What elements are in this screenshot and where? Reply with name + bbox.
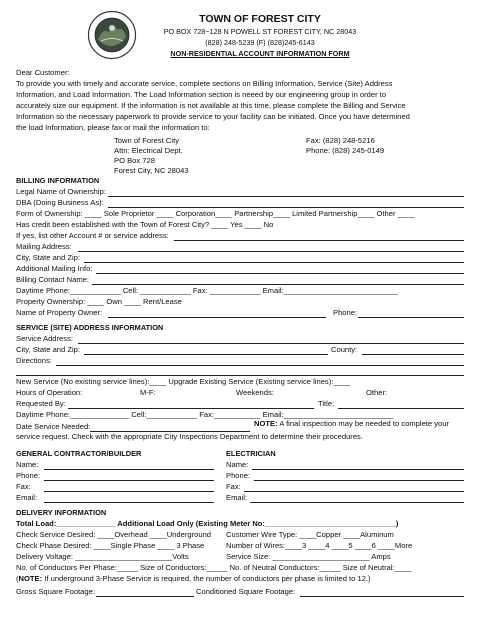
form-of-ownership[interactable]: Form of Ownership: ____ Sole Proprietor ____ Corporation____ Partnership____ Limited Partnership____ Other ____: [16, 209, 415, 218]
customer-wire[interactable]: Customer Wire Type: ____Copper ____Aluminum: [226, 530, 394, 539]
gross-sqft-field[interactable]: [96, 596, 194, 597]
note-paren: (: [16, 574, 19, 583]
mailing-line: PO Box 728: [114, 156, 155, 165]
electrician-fax-label: Fax:: [226, 482, 241, 491]
contractor-heading: GENERAL CONTRACTOR/BUILDER: [16, 449, 142, 458]
contractor-phone-field[interactable]: [44, 480, 214, 481]
additional-mailing-field[interactable]: [96, 273, 464, 274]
credit-question[interactable]: Has credit been established with the Town of Forest City? ____ Yes ____ No: [16, 220, 274, 229]
electrician-email-label: Email:: [226, 493, 248, 502]
county-field[interactable]: [362, 354, 464, 355]
mailing-address-label: Mailing Address:: [16, 242, 72, 251]
contractor-fax-label: Fax:: [16, 482, 31, 491]
legal-name-label: Legal Name of Ownership:: [16, 187, 106, 196]
contractor-name-field[interactable]: [44, 469, 214, 470]
contractor-name-label: Name:: [16, 460, 39, 469]
header-address: PO BOX 728~128 N POWELL ST FOREST CITY, NC 28043: [163, 27, 357, 36]
electrician-name-label: Name:: [226, 460, 249, 469]
check-service[interactable]: Check Service Desired: ____Overhead ____Underground: [16, 530, 212, 539]
property-ownership[interactable]: Property Ownership: ____ Own ____ Rent/Lease: [16, 297, 182, 306]
property-owner-field[interactable]: [108, 317, 326, 318]
new-service[interactable]: New Service (No existing service lines):____ Upgrade Existing Service (Existing service lines):____: [16, 377, 351, 386]
mailing-line: Town of Forest City: [114, 136, 179, 145]
mailing-line: Forest City, NC 28043: [114, 166, 189, 175]
weekends-label: Weekends:: [236, 388, 274, 397]
greeting: Dear Customer:: [16, 68, 70, 77]
conductors[interactable]: No. of Conductors Per Phase:_____ Size of Conductors:_____ No. of Neutral Conductors:_____ Size of Neutral:____: [16, 563, 412, 572]
requested-by-field[interactable]: [68, 408, 314, 409]
owner-phone-label: Phone:: [333, 308, 358, 317]
additional-mailing-label: Additional Mailing Info:: [16, 264, 93, 273]
property-owner-label: Name of Property Owner:: [16, 308, 103, 317]
title-label: Title:: [318, 399, 335, 408]
header-phone: (828) 248-5239 (F) (828)245-6143: [205, 38, 315, 47]
electrician-phone-label: Phone:: [226, 471, 251, 480]
delivery-note-label: NOTE:: [18, 574, 43, 583]
delivery-note: [16, 575, 371, 583]
electrician-email-field[interactable]: [250, 502, 464, 503]
date-needed-label: Date Service Needed:: [16, 422, 91, 431]
owner-phone-field[interactable]: [358, 317, 464, 318]
mailing-line: Attn: Electrical Dept.: [114, 146, 183, 155]
mailing-address-field[interactable]: [78, 251, 464, 252]
billing-contact-label: Billing Contact Name:: [16, 275, 90, 284]
city-state-zip-field[interactable]: [84, 262, 464, 263]
service-address-label: Service Address:: [16, 334, 73, 343]
electrician-name-field[interactable]: [252, 469, 464, 470]
gross-sqft-label: Gross Square Footage:: [16, 587, 95, 596]
mf-label: M-F:: [140, 388, 156, 397]
total-load[interactable]: Total Load:______________ Additional Load Only (Existing Meter No:_______________________________): [16, 519, 399, 528]
service-size[interactable]: Service Size: _______________________ Amps: [226, 552, 391, 561]
account-label: If yes, list other Account # or service address:: [16, 231, 169, 240]
county-label: County:: [331, 345, 358, 354]
dba-label: DBA (Doing Business As):: [16, 198, 104, 207]
other-label: Other:: [366, 388, 388, 397]
dba-field[interactable]: [108, 207, 464, 208]
requested-by-label: Requested By:: [16, 399, 66, 408]
service-daytime-phone[interactable]: Daytime Phone:______________ Cell:____________ Fax:___________ Email:__________________________: [16, 410, 394, 419]
contractor-fax-field[interactable]: [44, 491, 214, 492]
legal-name-field[interactable]: [108, 196, 464, 197]
intro-line: Information so the necessary paperwork to provide service to your facility can be initiated. Once you have determined: [16, 112, 410, 121]
note-text: A final inspection may be needed to complete your: [277, 419, 450, 428]
note-label: NOTE:: [254, 419, 278, 428]
service-note-line2: service request. Check with the appropriate City Inspections Department to determine their procedures.: [16, 432, 363, 441]
city-state-zip-label: City, State and Zip:: [16, 253, 81, 262]
delivery-voltage[interactable]: Delivery Voltage: _______________________Volts: [16, 552, 189, 561]
conditioned-sqft-label: Conditioned Square Footage:: [196, 587, 296, 596]
directions-field[interactable]: [56, 365, 464, 366]
form-title: NON-RESIDENTIAL ACCOUNT INFORMATION FORM: [170, 49, 350, 58]
service-heading: SERVICE (SITE) ADDRESS INFORMATION: [16, 323, 164, 332]
directions-label: Directions:: [16, 356, 52, 365]
conditioned-sqft-field[interactable]: [300, 596, 464, 597]
electrician-fax-field[interactable]: [244, 491, 464, 492]
electrician-heading: ELECTRICIAN: [226, 449, 276, 458]
intro-line: To provide you with timely and accurate service, complete sections on Billing Information, Service (Site) Address: [16, 79, 393, 88]
service-address-field[interactable]: [78, 343, 464, 344]
check-phase[interactable]: Check Phase Desired: ____Single Phase ____ 3 Phase: [16, 541, 205, 550]
billing-heading: BILLING INFORMATION: [16, 176, 100, 185]
electrician-phone-field[interactable]: [254, 480, 464, 481]
delivery-note-text: If underground 3-Phase Service is required, the number of conductors per phase is limited to 12.): [42, 574, 371, 583]
intro-line: the load Information, please fax or mail the information to:: [16, 123, 210, 132]
delivery-heading: DELIVERY INFORMATION: [16, 508, 107, 517]
mailing-fax: Fax: (828) 248-5216: [306, 136, 375, 145]
number-of-wires[interactable]: Number of Wires:____3 ____4 ____5 ____6 ____More: [226, 541, 413, 550]
service-city-label: City, State and Zip:: [16, 345, 81, 354]
contractor-phone-label: Phone:: [16, 471, 41, 480]
service-city-field[interactable]: [84, 354, 328, 355]
billing-daytime-phone[interactable]: Daytime Phone:____________ Cell: ____________ Fax: ____________ Email:___________________________: [16, 286, 398, 295]
intro-line: Information, and Load Information. The Load Information section is neeed by our engineering group in order to: [16, 90, 387, 99]
service-note: [254, 420, 449, 428]
contractor-email-label: Email:: [16, 493, 38, 502]
hours-label: Hours of Operation:: [16, 388, 83, 397]
title-field[interactable]: [338, 408, 464, 409]
page-title: TOWN OF FOREST CITY: [199, 13, 321, 25]
intro-line: accurately size our equipment. If the information is not available at this time, please complete the Billing and Service: [16, 101, 406, 110]
mailing-phone: Phone: (828) 245-0149: [306, 146, 385, 155]
account-field[interactable]: [174, 240, 464, 241]
contractor-email-field[interactable]: [44, 502, 214, 503]
billing-contact-field[interactable]: [92, 284, 464, 285]
directions-field-2[interactable]: [16, 375, 464, 376]
